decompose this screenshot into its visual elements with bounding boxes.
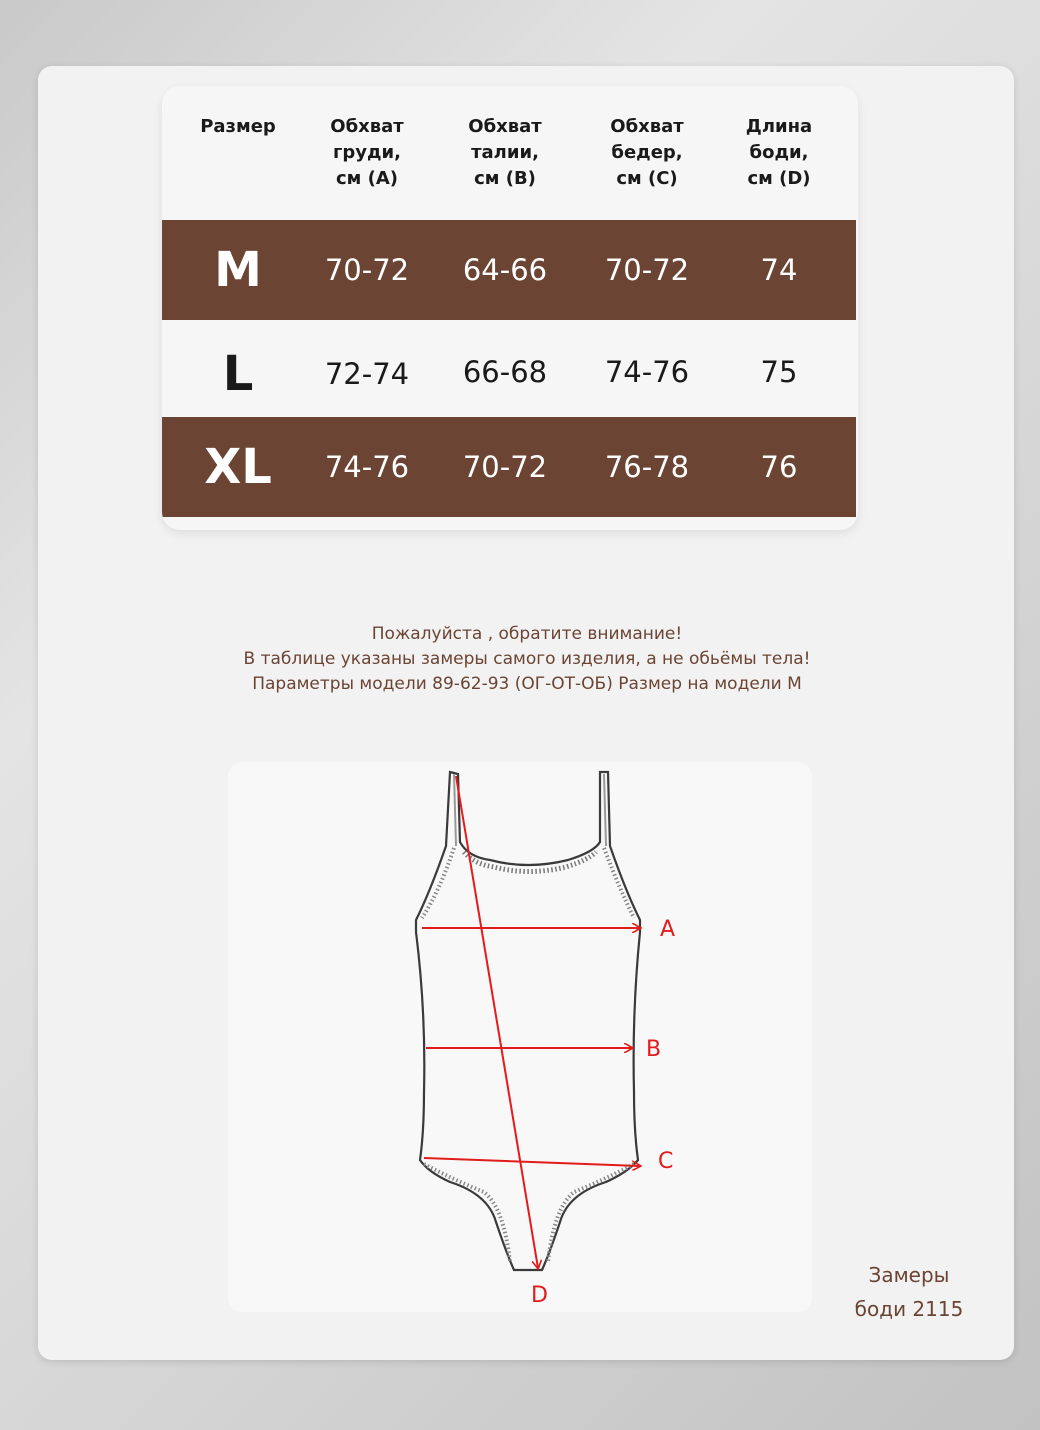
bodysuit-illustration bbox=[228, 762, 812, 1312]
table-row-m bbox=[162, 220, 856, 320]
leg-right-stitch bbox=[548, 1164, 634, 1262]
bodysuit-diagram bbox=[228, 762, 812, 1312]
chest-cell: 74-76 bbox=[324, 450, 410, 484]
header-waist: Обхват талии, см (B) bbox=[468, 116, 542, 189]
header-size: Размер bbox=[200, 116, 276, 137]
label-b: B bbox=[646, 1037, 662, 1062]
hips-arrow bbox=[424, 1158, 640, 1166]
hips-cell: 74-76 bbox=[604, 355, 690, 389]
chest-cell: 72-74 bbox=[324, 357, 410, 391]
waist-cell: 70-72 bbox=[462, 450, 548, 484]
label-c: C bbox=[658, 1149, 674, 1174]
strap-left bbox=[454, 774, 456, 846]
notice-line: Параметры модели 89-62-93 (ОГ-ОТ-ОБ) Размер на модели М bbox=[252, 674, 802, 694]
length-cell: 74 bbox=[760, 253, 798, 287]
length-arrow bbox=[456, 776, 538, 1268]
size-cell: XL bbox=[204, 439, 272, 495]
hips-cell: 76-78 bbox=[604, 450, 690, 484]
garment-outline bbox=[416, 772, 640, 1270]
size-cell: L bbox=[222, 346, 254, 402]
measurement-notice bbox=[160, 622, 894, 697]
label-d: D bbox=[531, 1283, 548, 1308]
notice-line: В таблице указаны замеры самого изделия, а не обьёмы тела! bbox=[243, 649, 811, 669]
waist-cell: 64-66 bbox=[462, 253, 548, 287]
length-cell: 75 bbox=[760, 355, 798, 389]
caption-line: Замеры bbox=[868, 1263, 950, 1287]
armhole-left-stitch bbox=[422, 848, 454, 918]
header-hips: Обхват бедер, см (C) bbox=[610, 116, 684, 189]
strap-right bbox=[604, 774, 606, 846]
caption-line: боди 2115 bbox=[854, 1297, 964, 1321]
header-chest: Обхват груди, см (A) bbox=[330, 116, 404, 189]
leg-left-stitch bbox=[424, 1164, 510, 1262]
table-header bbox=[162, 86, 858, 220]
size-cell: M bbox=[214, 242, 262, 298]
hips-cell: 70-72 bbox=[604, 253, 690, 287]
armhole-right-stitch bbox=[604, 848, 634, 918]
table-row-l bbox=[162, 320, 856, 417]
table-row-xl bbox=[162, 417, 856, 517]
neckline-stitch bbox=[464, 852, 596, 872]
header-length: Длина боди, см (D) bbox=[745, 116, 813, 189]
waist-cell: 66-68 bbox=[462, 355, 548, 389]
notice-line: Пожалуйста , обратите внимание! bbox=[371, 624, 683, 644]
label-a: A bbox=[660, 917, 676, 942]
size-table bbox=[162, 86, 858, 530]
chest-cell: 70-72 bbox=[324, 253, 410, 287]
caption bbox=[842, 1258, 976, 1326]
length-cell: 76 bbox=[760, 450, 798, 484]
